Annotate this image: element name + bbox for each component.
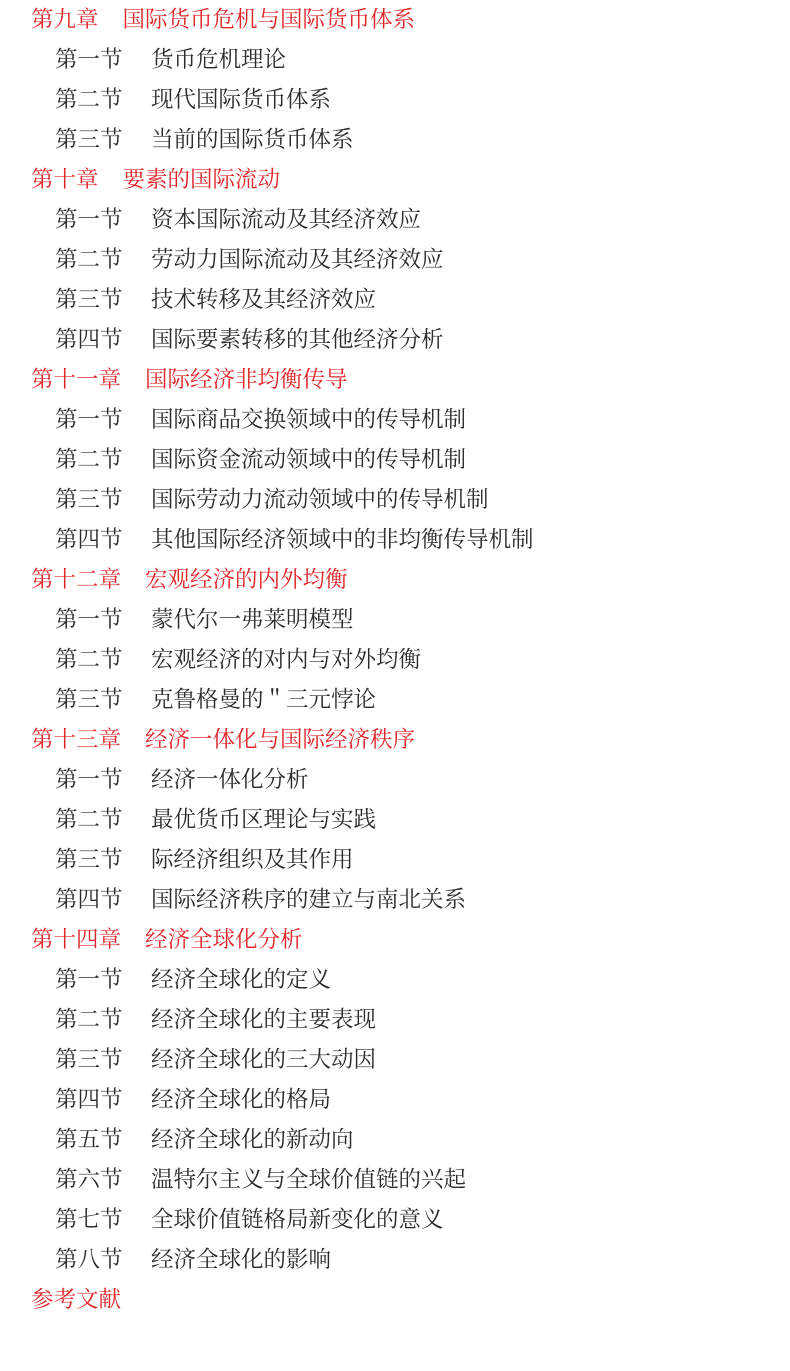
section-title: 国际资金流动领域中的传导机制	[151, 447, 467, 473]
section-title: 国际劳动力流动领域中的传导机制	[151, 487, 489, 513]
toc-section	[0, 1000, 790, 1040]
chapter-number: 第十章	[31, 167, 99, 193]
section-title: 劳动力国际流动及其经济效应	[151, 247, 444, 273]
toc-section	[0, 520, 790, 560]
chapter-title: 国际经济非均衡传导	[145, 367, 348, 393]
section-title: 宏观经济的对内与对外均衡	[151, 647, 422, 673]
section-number: 第三节	[55, 687, 123, 713]
section-number: 第七节	[55, 1207, 123, 1233]
toc-section	[0, 1240, 790, 1280]
toc-chapter	[0, 360, 790, 400]
section-number: 第二节	[55, 447, 123, 473]
section-title: 资本国际流动及其经济效应	[151, 207, 422, 233]
toc-section	[0, 480, 790, 520]
section-number: 第一节	[55, 967, 123, 993]
section-number: 第一节	[55, 607, 123, 633]
section-title: 货币危机理论	[151, 47, 287, 73]
toc-section	[0, 760, 790, 800]
chapter-title: 经济一体化与国际经济秩序	[145, 727, 416, 753]
toc-section	[0, 800, 790, 840]
section-number: 第二节	[55, 247, 123, 273]
references-heading: 参考文献	[31, 1287, 122, 1313]
section-number: 第三节	[55, 847, 123, 873]
section-title: 技术转移及其经济效应	[151, 287, 377, 313]
toc-section	[0, 1200, 790, 1240]
section-number: 第一节	[55, 47, 123, 73]
section-title: 国际经济秩序的建立与南北关系	[151, 887, 467, 913]
toc-section	[0, 1040, 790, 1080]
toc-chapter	[0, 920, 790, 960]
chapter-title: 国际货币危机与国际货币体系	[122, 7, 416, 33]
toc-section	[0, 840, 790, 880]
section-title: 经济一体化分析	[151, 767, 309, 793]
section-number: 第四节	[55, 327, 123, 353]
toc-section	[0, 1080, 790, 1120]
section-number: 第二节	[55, 647, 123, 673]
section-number: 第二节	[55, 807, 123, 833]
section-number: 第一节	[55, 767, 123, 793]
toc-section	[0, 1120, 790, 1160]
section-number: 第三节	[55, 487, 123, 513]
section-number: 第三节	[55, 1047, 123, 1073]
toc-chapter	[0, 560, 790, 600]
toc-section	[0, 120, 790, 160]
toc-section	[0, 80, 790, 120]
section-title: 温特尔主义与全球价值链的兴起	[151, 1167, 467, 1193]
toc-section	[0, 240, 790, 280]
toc-section	[0, 960, 790, 1000]
toc-section	[0, 680, 790, 720]
toc-chapter	[0, 720, 790, 760]
section-title: 经济全球化的三大动因	[151, 1047, 377, 1073]
section-number: 第一节	[55, 407, 123, 433]
toc-chapter	[0, 160, 790, 200]
section-title: 蒙代尔一弗莱明模型	[151, 607, 354, 633]
chapter-number: 第十一章	[31, 367, 122, 393]
section-number: 第六节	[55, 1167, 123, 1193]
toc-section	[0, 400, 790, 440]
section-title: 国际商品交换领域中的传导机制	[151, 407, 467, 433]
toc-section	[0, 40, 790, 80]
section-number: 第一节	[55, 207, 123, 233]
section-title: 国际要素转移的其他经济分析	[151, 327, 444, 353]
chapter-number: 第十三章	[31, 727, 122, 753]
section-title: 经济全球化的影响	[151, 1247, 332, 1273]
section-title: 克鲁格曼的＂三元悖论	[151, 687, 377, 713]
section-number: 第三节	[55, 127, 123, 153]
toc-section	[0, 600, 790, 640]
section-title: 经济全球化的新动向	[151, 1127, 354, 1153]
toc-chapter	[0, 0, 790, 40]
section-title: 全球价值链格局新变化的意义	[151, 1207, 444, 1233]
chapter-title: 经济全球化分析	[145, 927, 303, 953]
section-number: 第四节	[55, 887, 123, 913]
section-number: 第二节	[55, 1007, 123, 1033]
chapter-number: 第十四章	[31, 927, 122, 953]
chapter-title: 宏观经济的内外均衡	[145, 567, 348, 593]
toc-section	[0, 320, 790, 360]
section-number: 第四节	[55, 1087, 123, 1113]
section-title: 经济全球化的格局	[151, 1087, 332, 1113]
chapter-number: 第十二章	[31, 567, 122, 593]
section-title: 最优货币区理论与实践	[151, 807, 377, 833]
section-number: 第五节	[55, 1127, 123, 1153]
section-title: 当前的国际货币体系	[151, 127, 354, 153]
toc-section	[0, 200, 790, 240]
chapter-title: 要素的国际流动	[122, 167, 281, 193]
section-number: 第四节	[55, 527, 123, 553]
chapter-number: 第九章	[31, 7, 99, 33]
section-number: 第三节	[55, 287, 123, 313]
section-number: 第二节	[55, 87, 123, 113]
section-title: 经济全球化的定义	[151, 967, 332, 993]
section-title: 现代国际货币体系	[151, 87, 332, 113]
section-title: 经济全球化的主要表现	[151, 1007, 377, 1033]
toc-section	[0, 280, 790, 320]
toc-section	[0, 880, 790, 920]
toc-section	[0, 640, 790, 680]
toc-section	[0, 1160, 790, 1200]
section-title: 其他国际经济领域中的非均衡传导机制	[151, 527, 534, 553]
toc-section	[0, 440, 790, 480]
section-number: 第八节	[55, 1247, 123, 1273]
section-title: 际经济组织及其作用	[151, 847, 354, 873]
